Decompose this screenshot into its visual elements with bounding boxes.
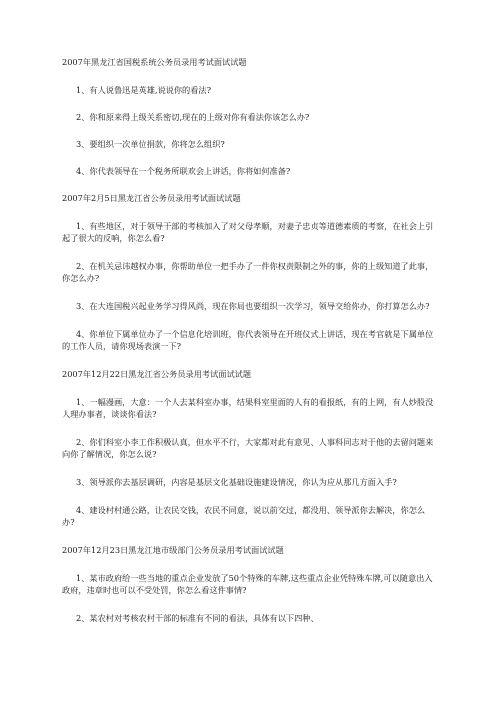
question-3-2: 2、你们科室小李工作积极认真，但水平不行，大家都对此有意见、人事科同志对于他的去留问题来向你了解情况，你怎么说?: [62, 437, 434, 459]
section-heading-4: 2007年12月23日黑龙江地市级部门公务员录用考试面试试题: [62, 545, 284, 555]
question-4-1: 1、某市政府给一些当地的重点企业发放了50个特殊的车牌,这些重点企业凭特殊车牌,可以随意出入政府，违章时也可以不受处罚，你怎么看这件事情?: [62, 573, 433, 595]
question-1-3: 3、要组织一次单位捐款，你将怎么组织?: [76, 139, 225, 149]
question-3-3: 3、领导派你去基层调研，内容是基层文化基础设施建设情况，你认为应从那几方面入手?: [76, 477, 397, 487]
document-page: [62, 56, 436, 640]
question-2-2: 2、在机关忌讳越权办事，你帮助单位一把手办了一件你权责限制之外的事，你的上级知道了此事，你怎么办?: [62, 261, 434, 283]
question-1-1: 1、有人说鲁迅是英雄,说说你的看法?: [76, 85, 212, 95]
section-heading-2: 2007年2月5日黑龙江省公务员录用考试面试试题: [62, 193, 241, 203]
question-2-4: 4、你单位下属单位办了一个信息化培训班，你代表领导在开班仪式上讲话，现在考官就是下属单位的工作人员，请你现场表演一下?: [62, 329, 434, 351]
question-2-3: 3、在大连国税兴起业务学习得风尚，现在你局也要组织一次学习，领导交给你办，你打算怎么办?: [76, 301, 430, 311]
question-3-1: 1、一幅漫画，大意：一个人去某科室办事，结果科室里面的人有的看报纸，有的上网，有人炒股没人理办事者，谈谈你看法?: [62, 397, 434, 419]
question-1-4: 4、你代表领导在一个税务所联欢会上讲话，你将如何准备?: [76, 166, 291, 176]
question-1-2: 2、你和原来得上级关系密切,现在的上级对你有看法你该怎么办?: [76, 112, 310, 122]
question-4-2: 2、某农村对考核农村干部的标准有不同的看法，具体有以下四种、: [76, 613, 319, 623]
section-heading-3: 2007年12月22日黑龙江省公务员录用考试面试试题: [62, 369, 252, 379]
question-2-1: 1、有些地区，对于领导干部的考核加入了对父母孝顺，对妻子忠贞等道德素质的考察，在社会上引起了很大的反响，你怎么看?: [62, 221, 434, 243]
section-heading-1: 2007年黑龙江省国税系统公务员录用考试面试试题: [62, 57, 247, 67]
question-3-4: 4、建设村村通公路，让农民交钱，农民不同意，说以前交过，都没用、领导派你去解决，你怎么办?: [62, 505, 426, 527]
